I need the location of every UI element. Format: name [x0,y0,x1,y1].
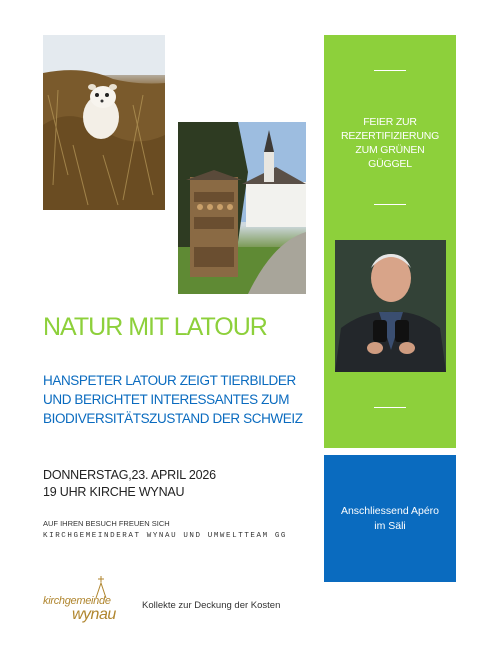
divider [374,204,406,205]
subtitle-line: HANSPETER LATOUR ZEIGT TIERBILDER [43,373,296,388]
panel-line: GÜGGEL [368,158,412,170]
subtitle-line: BIODIVERSITÄTSZUSTAND DER SCHWEIZ [43,411,303,426]
church-photo [178,122,306,294]
kollekte-note: Kollekte zur Deckung der Kosten [142,600,281,611]
divider [374,70,406,71]
event-time: 19 UHR KIRCHE WYNAU [43,485,185,499]
weasel-photo-icon [43,35,165,210]
green-info-panel [324,35,456,448]
panel-text [330,115,450,171]
organizers-text: KIRCHGEMEINDERAT WYNAU UND UMWELTTEAM GG [43,532,288,540]
portrait-photo [335,240,446,372]
event-date: DONNERSTAG,23. APRIL 2026 [43,468,216,482]
divider [374,407,406,408]
panel-line: REZERTIFIZIERUNG [340,130,440,142]
panel-line: ZUM GRÜNEN [355,144,425,156]
church-insect-hotel-icon [178,122,306,294]
event-title: NATUR MIT LATOUR [43,313,267,341]
kirchgemeinde-logo [43,576,133,626]
subtitle-line: UND BERICHTET INTERESSANTES ZUM [43,392,290,407]
event-subtitle [43,371,303,428]
apero-line: Anschliessend Apéro [340,505,440,517]
apero-line: im Säli [374,520,406,532]
panel-line: FEIER ZUR [363,116,417,128]
apero-text [324,504,456,534]
man-with-binoculars-icon [335,240,446,372]
event-datetime [43,467,216,501]
invite-text: AUF IHREN BESUCH FREUEN SICH [43,519,170,528]
weasel-photo [43,35,165,210]
apero-panel [324,455,456,582]
logo-word-top: kirchgemeinde [43,595,111,607]
logo-word-bottom: wynau [72,606,116,623]
